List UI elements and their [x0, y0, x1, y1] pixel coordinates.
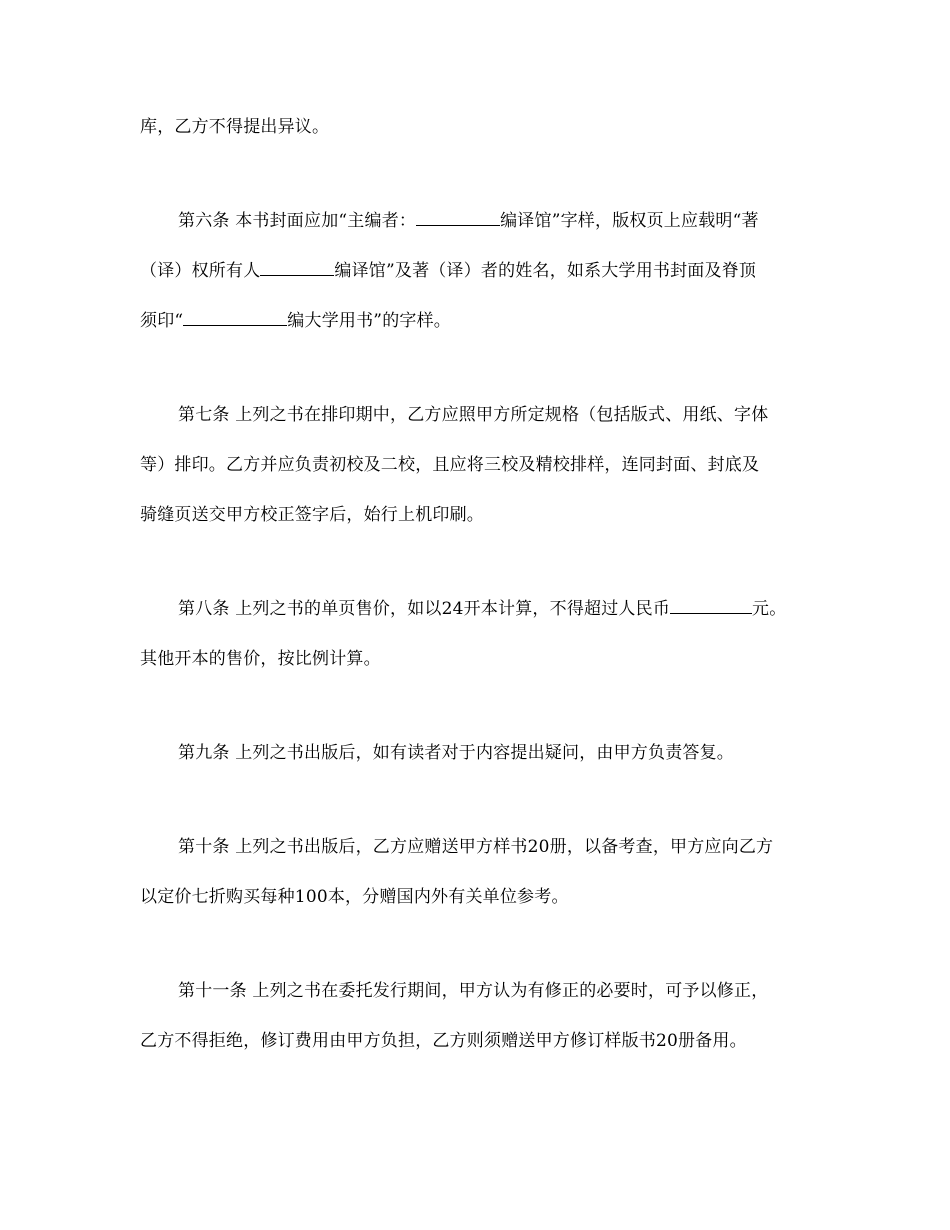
article-6-line-2 — [140, 259, 820, 283]
article-10-line-2 — [140, 885, 820, 909]
line-text: 骑缝页送交甲方校正签字后，始行上机印刷。 — [140, 505, 484, 525]
line-text: 第六条 本书封面应加“主编者： — [178, 211, 417, 231]
article-8-line-2 — [140, 647, 820, 671]
line-text: 乙方不得拒绝，修订费用由甲方负担，乙方则须赠送甲方修订样版书20册备用。 — [140, 1031, 747, 1051]
article-7-line-3 — [140, 503, 820, 527]
text-line — [140, 115, 820, 139]
article-11-line-1 — [178, 979, 820, 1003]
line-text: 第八条 上列之书的单页售价，如以24开本计算，不得超过人民币 — [178, 599, 671, 619]
line-text: 以定价七折购买每种100本，分赠国内外有关单位参考。 — [140, 887, 569, 907]
fill-blank — [416, 209, 500, 226]
line-text: 第十一条 上列之书在委托发行期间，甲方认为有修正的必要时，可予以修正， — [178, 981, 769, 1001]
fill-blank — [670, 597, 752, 614]
article-10-line-1 — [178, 835, 820, 859]
line-text: 第七条 上列之书在排印期中，乙方应照甲方所定规格（包括版式、用纸、字体 — [178, 405, 769, 425]
article-9-line-1 — [178, 741, 820, 765]
article-6-line-3 — [140, 309, 820, 333]
article-11-line-2 — [140, 1029, 820, 1053]
line-text: 第十条 上列之书出版后，乙方应赠送甲方样书20册，以备考查，甲方应向乙方 — [178, 837, 774, 857]
line-text: 其他开本的售价，按比例计算。 — [140, 649, 381, 669]
line-text: （译）权所有人 — [140, 261, 261, 281]
article-7-line-1 — [178, 403, 820, 427]
line-text: 须印“ — [140, 311, 184, 331]
article-6-line-1 — [178, 209, 820, 233]
line-text: 元。 — [752, 599, 787, 619]
line-text: 等）排印。乙方并应负责初校及二校，且应将三校及精校排样，连同封面、封底及 — [140, 455, 760, 475]
line-text: 编大学用书”的字样。 — [287, 311, 451, 331]
fill-blank — [183, 309, 287, 326]
article-7-line-2 — [140, 453, 820, 477]
line-text: 第九条 上列之书出版后，如有读者对于内容提出疑问，由甲方负责答复。 — [178, 743, 735, 763]
fill-blank — [260, 259, 334, 276]
line-text: 库，乙方不得提出异议。 — [140, 117, 330, 137]
line-text: 编译馆”字样，版权页上应载明“著 — [500, 211, 759, 231]
line-text: 编译馆”及著（译）者的姓名，如系大学用书封面及脊顶 — [334, 261, 757, 281]
article-8-line-1 — [178, 597, 820, 621]
